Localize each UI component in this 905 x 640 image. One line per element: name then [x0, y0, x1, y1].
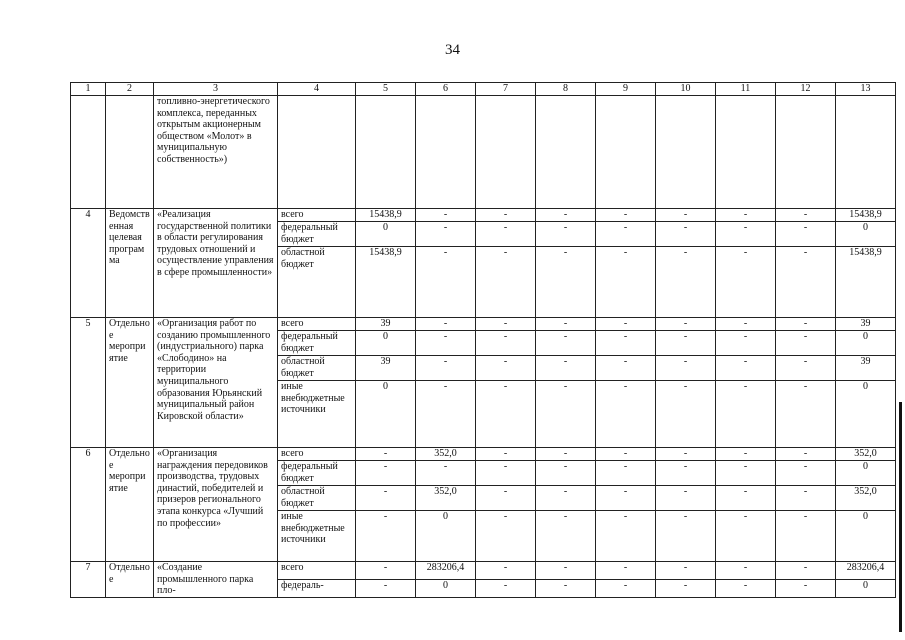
- value-cell: -: [656, 381, 716, 448]
- value-cell: -: [656, 461, 716, 486]
- col-header: 7: [476, 83, 536, 96]
- value-cell: -: [476, 247, 536, 318]
- value-cell: 352,0: [416, 486, 476, 511]
- col-header: 2: [106, 83, 154, 96]
- value-cell: 0: [836, 222, 896, 247]
- value-cell: -: [356, 486, 416, 511]
- value-cell: -: [776, 222, 836, 247]
- value-cell: 39: [836, 356, 896, 381]
- value-cell: -: [596, 461, 656, 486]
- value-cell: -: [536, 448, 596, 461]
- value-cell: -: [536, 222, 596, 247]
- cell: [836, 96, 896, 209]
- cell: [106, 96, 154, 209]
- value-cell: -: [716, 562, 776, 580]
- measure-name: «Организация работ по созданию промышленного (индустриального) парка «Слободино» на территории муниципального образования Юрьянский муниципальный район Кировской области»: [154, 318, 278, 448]
- value-cell: -: [656, 356, 716, 381]
- funding-source: областной бюджет: [278, 247, 356, 318]
- value-cell: -: [596, 356, 656, 381]
- funding-source: федеральный бюджет: [278, 331, 356, 356]
- cell: [278, 96, 356, 209]
- value-cell: -: [776, 209, 836, 222]
- value-cell: -: [416, 247, 476, 318]
- value-cell: -: [776, 318, 836, 331]
- value-cell: -: [776, 562, 836, 580]
- row-number: 4: [71, 209, 106, 318]
- value-cell: -: [596, 318, 656, 331]
- table-row: [71, 96, 896, 209]
- cell: [416, 96, 476, 209]
- funding-source: федеральный бюджет: [278, 222, 356, 247]
- value-cell: -: [776, 356, 836, 381]
- value-cell: -: [656, 318, 716, 331]
- cell: [536, 96, 596, 209]
- value-cell: -: [656, 247, 716, 318]
- col-header: 4: [278, 83, 356, 96]
- value-cell: -: [716, 381, 776, 448]
- header-row: [71, 83, 896, 96]
- value-cell: -: [536, 331, 596, 356]
- value-cell: -: [536, 461, 596, 486]
- funding-source: всего: [278, 209, 356, 222]
- value-cell: -: [536, 562, 596, 580]
- value-cell: -: [596, 579, 656, 597]
- value-cell: -: [656, 331, 716, 356]
- value-cell: -: [476, 222, 536, 247]
- value-cell: -: [476, 381, 536, 448]
- value-cell: -: [536, 511, 596, 562]
- col-header: 12: [776, 83, 836, 96]
- measure-type: Отдельное мероприятие: [106, 318, 154, 448]
- funding-source: областной бюджет: [278, 486, 356, 511]
- value-cell: -: [776, 448, 836, 461]
- measure-type: Отдельное мероприятие: [106, 448, 154, 562]
- value-cell: 0: [416, 579, 476, 597]
- value-cell: -: [716, 209, 776, 222]
- col-header: 3: [154, 83, 278, 96]
- value-cell: 0: [836, 511, 896, 562]
- value-cell: -: [536, 356, 596, 381]
- value-cell: -: [716, 486, 776, 511]
- funding-source: всего: [278, 448, 356, 461]
- value-cell: -: [536, 381, 596, 448]
- funding-source: федераль-: [278, 579, 356, 597]
- value-cell: -: [536, 209, 596, 222]
- value-cell: 0: [836, 331, 896, 356]
- cell: [71, 96, 106, 209]
- value-cell: -: [416, 461, 476, 486]
- measure-name: «Организация награждения передовиков производства, трудовых династий, победителей и призеров регионального этапа конкурса «Лучший по профессии»: [154, 448, 278, 562]
- page-number: 34: [445, 42, 460, 58]
- value-cell: -: [716, 356, 776, 381]
- value-cell: -: [776, 511, 836, 562]
- cell: [356, 96, 416, 209]
- table-row: [71, 448, 896, 461]
- value-cell: -: [596, 448, 656, 461]
- value-cell: -: [716, 318, 776, 331]
- value-cell: 352,0: [416, 448, 476, 461]
- value-cell: -: [476, 356, 536, 381]
- funding-source: федеральный бюджет: [278, 461, 356, 486]
- measure-type: Отдельное: [106, 562, 154, 598]
- value-cell: -: [596, 222, 656, 247]
- value-cell: 39: [356, 356, 416, 381]
- value-cell: -: [476, 209, 536, 222]
- row-number: 5: [71, 318, 106, 448]
- value-cell: 283206,4: [836, 562, 896, 580]
- value-cell: -: [656, 579, 716, 597]
- measure-type: Ведомственная целевая программа: [106, 209, 154, 318]
- value-cell: -: [476, 579, 536, 597]
- value-cell: 352,0: [836, 486, 896, 511]
- value-cell: -: [596, 331, 656, 356]
- value-cell: -: [536, 579, 596, 597]
- value-cell: -: [656, 562, 716, 580]
- value-cell: -: [716, 448, 776, 461]
- value-cell: -: [656, 222, 716, 247]
- col-header: 6: [416, 83, 476, 96]
- value-cell: 15438,9: [356, 247, 416, 318]
- value-cell: -: [416, 356, 476, 381]
- value-cell: -: [416, 209, 476, 222]
- value-cell: -: [716, 511, 776, 562]
- col-header: 9: [596, 83, 656, 96]
- value-cell: 0: [836, 381, 896, 448]
- value-cell: -: [776, 486, 836, 511]
- funding-source: иные внебюджетные источники: [278, 381, 356, 448]
- value-cell: -: [476, 448, 536, 461]
- funding-source: всего: [278, 562, 356, 580]
- value-cell: 15438,9: [356, 209, 416, 222]
- value-cell: -: [656, 511, 716, 562]
- value-cell: -: [656, 486, 716, 511]
- row-number: 6: [71, 448, 106, 562]
- value-cell: -: [416, 222, 476, 247]
- col-header: 10: [656, 83, 716, 96]
- table-row: [71, 318, 896, 331]
- value-cell: 39: [836, 318, 896, 331]
- col-header: 11: [716, 83, 776, 96]
- value-cell: -: [596, 247, 656, 318]
- value-cell: -: [776, 381, 836, 448]
- value-cell: -: [536, 318, 596, 331]
- value-cell: -: [536, 486, 596, 511]
- value-cell: -: [716, 222, 776, 247]
- value-cell: 352,0: [836, 448, 896, 461]
- value-cell: -: [656, 448, 716, 461]
- value-cell: -: [596, 486, 656, 511]
- value-cell: -: [716, 247, 776, 318]
- value-cell: 0: [836, 579, 896, 597]
- col-header: 1: [71, 83, 106, 96]
- funding-source: иные внебюджетные источники: [278, 511, 356, 562]
- table-row: [71, 209, 896, 222]
- scan-edge-mark: [899, 402, 902, 632]
- measure-name: «Создание промышленного парка пло-: [154, 562, 278, 598]
- value-cell: -: [716, 461, 776, 486]
- value-cell: -: [596, 562, 656, 580]
- cell: [596, 96, 656, 209]
- value-cell: 15438,9: [836, 247, 896, 318]
- cell: [476, 96, 536, 209]
- value-cell: -: [476, 511, 536, 562]
- value-cell: -: [476, 562, 536, 580]
- value-cell: 0: [836, 461, 896, 486]
- value-cell: -: [476, 331, 536, 356]
- value-cell: -: [776, 331, 836, 356]
- value-cell: -: [416, 331, 476, 356]
- value-cell: -: [596, 511, 656, 562]
- value-cell: -: [776, 461, 836, 486]
- col-header: 8: [536, 83, 596, 96]
- value-cell: -: [596, 209, 656, 222]
- value-cell: -: [356, 511, 416, 562]
- col-header: 5: [356, 83, 416, 96]
- value-cell: 0: [416, 511, 476, 562]
- value-cell: 283206,4: [416, 562, 476, 580]
- funding-source: всего: [278, 318, 356, 331]
- row-number: 7: [71, 562, 106, 598]
- value-cell: -: [356, 461, 416, 486]
- table-row: [71, 562, 896, 580]
- value-cell: -: [416, 381, 476, 448]
- cell: [716, 96, 776, 209]
- value-cell: 0: [356, 222, 416, 247]
- measure-name: топливно-энергетического комплекса, переданных открытым акционерным обществом «Молот» в муниципальную собственность»): [154, 96, 278, 209]
- value-cell: -: [356, 562, 416, 580]
- value-cell: -: [656, 209, 716, 222]
- budget-table: [70, 82, 896, 598]
- funding-source: областной бюджет: [278, 356, 356, 381]
- value-cell: 39: [356, 318, 416, 331]
- measure-name: «Реализация государственной политики в области регулирования трудовых отношений и осуществление управления в сфере промышленности»: [154, 209, 278, 318]
- value-cell: -: [776, 247, 836, 318]
- value-cell: 0: [356, 331, 416, 356]
- value-cell: -: [776, 579, 836, 597]
- value-cell: 15438,9: [836, 209, 896, 222]
- value-cell: -: [716, 579, 776, 597]
- value-cell: 0: [356, 381, 416, 448]
- value-cell: -: [716, 331, 776, 356]
- cell: [656, 96, 716, 209]
- value-cell: -: [356, 579, 416, 597]
- col-header: 13: [836, 83, 896, 96]
- value-cell: -: [596, 381, 656, 448]
- value-cell: -: [476, 486, 536, 511]
- value-cell: -: [476, 318, 536, 331]
- cell: [776, 96, 836, 209]
- value-cell: -: [536, 247, 596, 318]
- value-cell: -: [476, 461, 536, 486]
- value-cell: -: [356, 448, 416, 461]
- value-cell: -: [416, 318, 476, 331]
